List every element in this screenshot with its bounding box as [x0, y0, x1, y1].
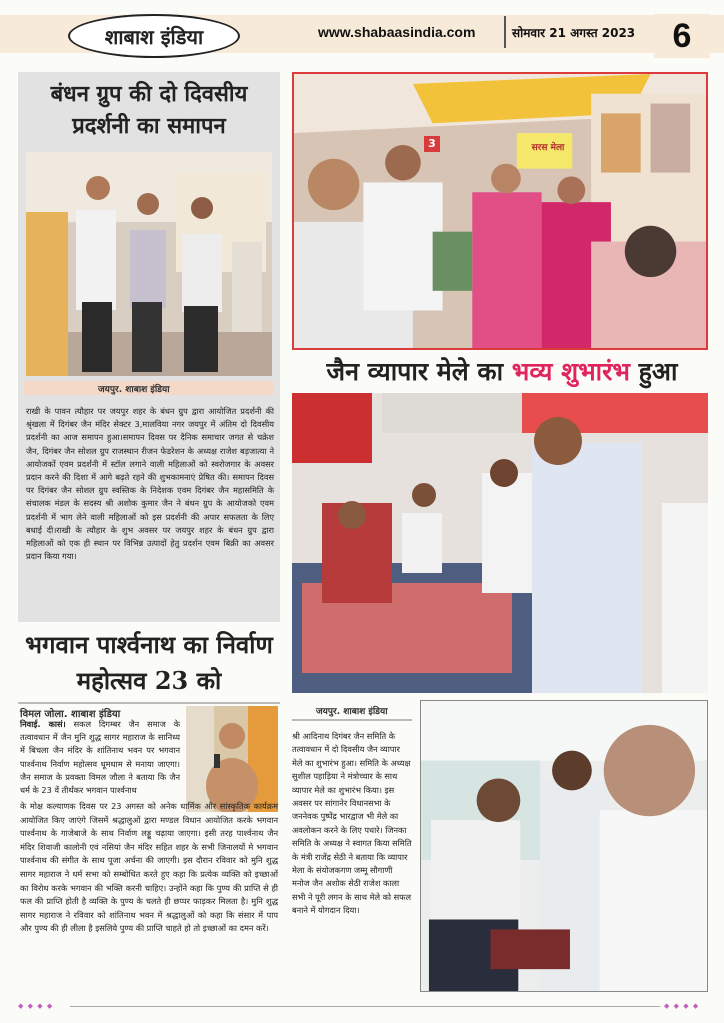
site-url[interactable]: www.shabaasindia.com	[318, 24, 476, 40]
story3-rule	[292, 719, 412, 721]
footer-rule	[70, 1006, 660, 1007]
story1-body: राखी के पावन त्यौहार पर जयपुर शहर के बंधन ग्रुप द्वारा आयोजित प्रदर्शनी की श्रृंखला में दिगंबर जैन मंदिर सेक्टर 3,मालविया नगर जयपुर में अंतिम दो दिवसीय प्रदर्शनी का आज समापन हुआ।समापन दिवस पर दैनिक समाचार जगत से चक्रेश जैन, दिगंबर जैन सोशल ग्रुप राजस्थान रीजन फेडरेशन के अध्यक्ष राजेश बड़जात्या ने आयोजकों एवम प्रदर्शनी में स्टॉल लगाने वाली महिलाओं को स्वरोजगार के अवसर प्रदान करने की दिशा में आगे बढ़ते रहने की शुभकामनाएं प्रेषित की। समापन दिवस पर दिगंबर जैन सोशल ग्रुप स्वस्तिक के निदेशक एवम दिगंबर जैन महासमिति के संचालक मंडल के सदस्य श्री अशोक कुमार जैन ने बंधन ग्रुप के आयोजको एवम प्रदर्शनी में भाग लेने वाली महिलाओं को इस प्रदर्शनी की अपार सफलता के लिए बधाई दी।राखी के त्यौहार के शुभ अवसर पर जयपुर शहर के बंधन ग्रुप द्वारा महिलाओं को एक ही स्थान पर विभिन्न उत्पादों हेतु प्रदर्शन एवम बिक्री का अवसर प्रदान किया गया।	[26, 406, 274, 562]
story2-photo-monk	[186, 706, 278, 812]
footer-ornament-left: ◆ ◆ ◆ ◆	[18, 1002, 54, 1010]
story2-title: भगवान पार्श्वनाथ का निर्वाण महोत्सव 23 को	[25, 630, 273, 695]
story3-body: श्री आदिनाथ दिगंबर जैन समिति के तत्वावधान में दो दिवसीय जैन व्यापार मेले का शुभारंभ हुआ। समिति के अध्यक्ष सुशील पहाड़िया ने मंत्रोच्चार के साथ व्यापार मेले का शुभारंभ किया। इस अवसर पर सांगानेर विधानसभा के जननेवक पुष्पेंद्र भारद्वाज भी मेले का अवलोकन करने के लिए पधारे। जिनका समिति के अध्यक्ष ने स्वागत किया समिति के मंत्री राजेंद्र सेठी ने बताया कि व्यापार मेला के संयोजकगण जम्मू सौगाणी मनोज जैन अशोक सेठी राजेश काला सभी ने पूरी लगन के साथ मेले को सफल बनाने में योगदान दिया।	[292, 731, 412, 916]
story3-headline-part2: हुआ	[629, 357, 678, 386]
stall-number: 3	[424, 136, 440, 152]
story2-credit: विमल जोला. शाबाश इंडिया	[20, 709, 121, 720]
masthead-logo	[68, 14, 240, 58]
story1-photo	[26, 152, 272, 376]
stall-sign-text: सरस मेला	[531, 143, 565, 153]
story2-dateline: निवाई. कासं।	[20, 719, 66, 729]
fair-photo-top	[292, 72, 708, 350]
story3-headline-highlight: भव्य शुभारंभ	[511, 357, 630, 386]
story1-credit: जयपुर. शाबाश इंडिया	[98, 385, 170, 395]
fair-photo-bottom	[420, 700, 708, 992]
story3-credit: जयपुर. शाबाश इंडिया	[316, 707, 388, 717]
masthead-title: शाबाश इंडिया	[104, 24, 204, 49]
story2-body-long: के मोक्ष कल्याणक दिवस पर 23 अगस्त को अनेक धार्मिक और सांस्कृतिक कार्यक्रम आयोजित किए जाएंगे जिसमें श्रद्धालुओं द्वारा मण्डल विधान आयोजित करके भगवान पार्श्वनाथ के गाजेबाजे के साथ निर्वाण लड्डू चढ़ाया जाएगा। इसी तरह पार्श्वनाथ जैन मंदिर शिवाजी कालोनी एवं नसियां जैन मंदिर सहित शहर के सभी जिनालयों मे भगवान पार्श्वनाथ की संगीत के साथ पूजा अर्चना की जाएगी। इस दौरान रविवार को मुनि शुद्ध सागर महाराज ने धर्म सभा को सम्बोधित करते हुए कहा कि प्रत्येक व्यक्ति को इच्छाओं का विरोध करके भगवान की भक्ति करनी चाहिए। उन्होंने कहा कि पुण्य की प्राप्ति से ही फल की प्राप्ति होती है व्यक्ति के पुण्य के चलते ही छप्पर फाड़कर मिलता है। मुनि शुद्ध सागर महाराज ने रविवार को शांतिनाथ भवन में श्रद्धालुओं को कहा कि संसार में पाप और पुण्य की ही लीला है इसलिये पुण्य की प्राप्ति चाहते हो तो इच्छाओं का दमन करें।	[20, 801, 278, 934]
story1-title: बंधन ग्रुप की दो दिवसीय प्रदर्शनी का समापन	[50, 81, 248, 139]
story3-headline-part1: जैन व्यापार मेले का	[326, 357, 512, 386]
header-divider	[504, 16, 506, 48]
story2-body-top	[20, 718, 180, 797]
story2-rule	[18, 702, 280, 704]
issue-date: सोमवार 21 अगस्त 2023	[512, 26, 636, 40]
page-number: 6	[654, 14, 710, 58]
fair-photo-middle	[292, 393, 708, 693]
footer-ornament-right: ◆ ◆ ◆ ◆	[664, 1002, 700, 1010]
story2-body-short: सकल दिगम्बर जैन समाज के तत्वावधान में जैन मुनि शुद्ध सागर महाराज के सानिध्य में बिचला जैन मंदिर के शांतिनाथ भवन पर भगवान पार्श्वनाथ निर्वाण महोत्सव धूमधाम से मनाया जाएगा। जैन समाज के प्रवक्ता विमल जौला ने बताया कि जैन धर्म के 23 वें तीर्थंकर भगवान पार्श्वनाथ	[20, 719, 180, 796]
story3-headline	[292, 354, 712, 388]
